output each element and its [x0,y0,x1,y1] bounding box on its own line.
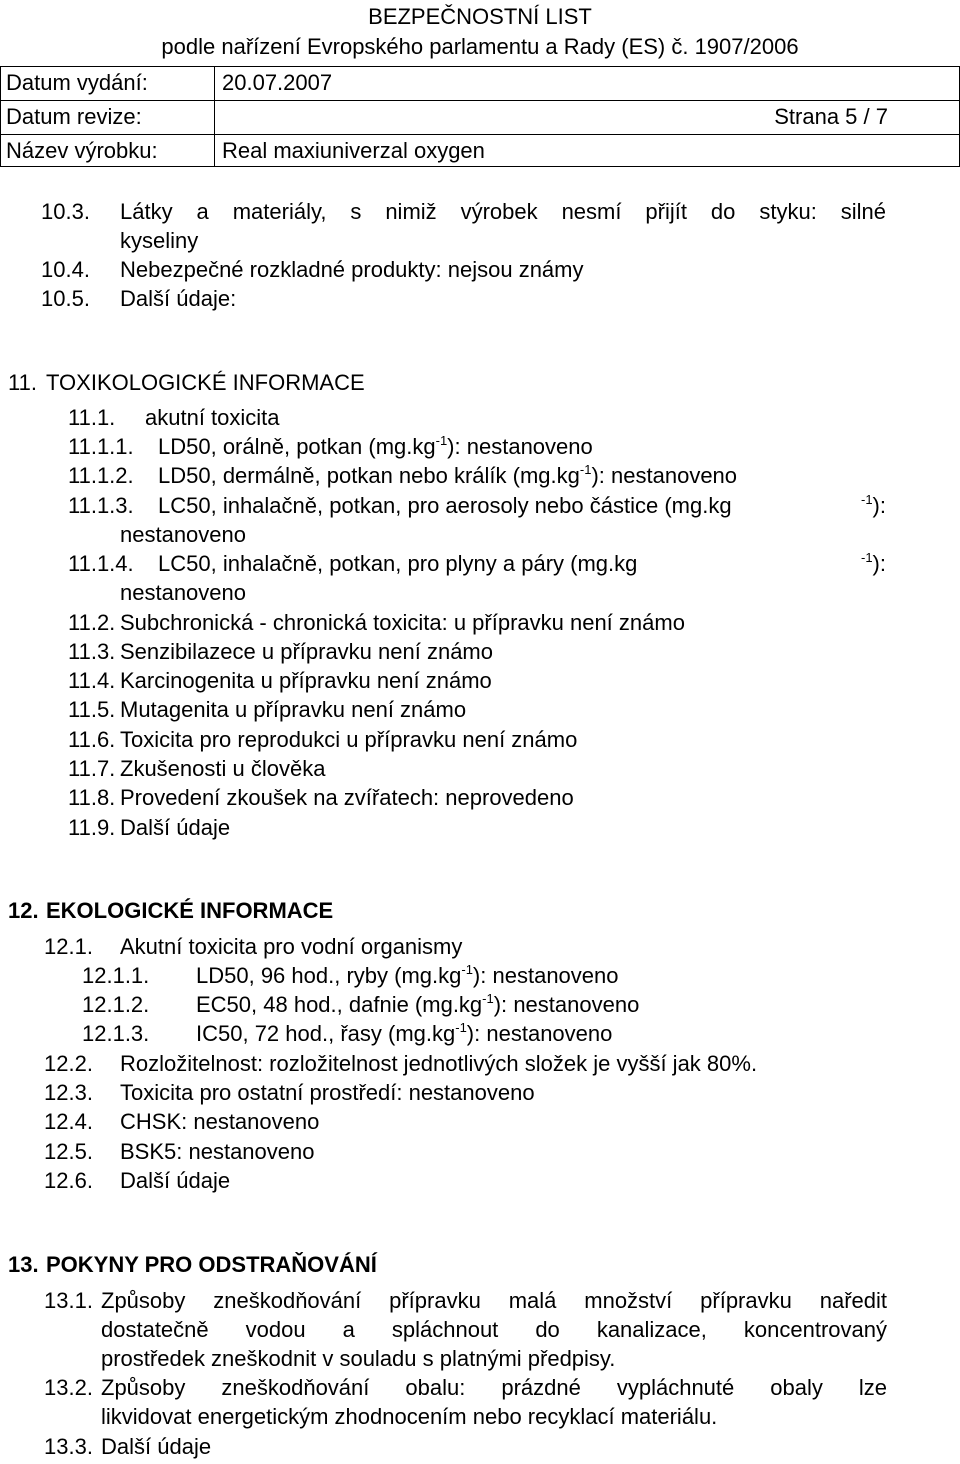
item-text: Provedení zkoušek na zvířatech: neprovedeno [120,785,574,810]
item-text: EC50, 48 hod., dafnie $(mg.kg^{-1})$: nestanoveno [196,991,640,1017]
item-number: 12.4. [44,1109,93,1134]
item-number: 11.4. [68,668,116,693]
item-number: 11.7. [68,756,116,781]
item-text: LD50, 96 hod., ryby $(mg.kg^{-1})$: nestanoveno [196,962,619,988]
item-text: Způsoby zneškodňování obalu: prázdné vypláchnuté obaly lze [101,1375,887,1400]
product-label: Název výrobku: [6,138,158,163]
item-number: 11.3. [68,639,116,664]
item-number: 11.8. [68,785,116,810]
item-text: Karcinogenita u přípravku není známo [120,668,492,693]
item-text: LD50, dermálně, potkan nebo králík $(mg.kg^{-1})$: nestanoveno [158,462,738,488]
item-text: likvidovat energetickým zhodnocením nebo recyklací materiálu. [101,1404,718,1429]
item-text: Rozložitelnost: rozložitelnost jednotlivých složek je vyšší jak 80%. [120,1051,758,1076]
item-number: 11.5. [68,697,116,722]
item-number: 10.4. [41,257,90,282]
item-number: 11.1. [68,405,116,430]
section-heading: POKYNY PRO ODSTRAŇOVÁNÍ [46,1252,377,1277]
item-text: Toxicita pro ostatní prostředí: nestanoveno [120,1080,535,1105]
item-text: Toxicita pro reprodukci u přípravku není známo [120,727,578,752]
item-text: Látky a materiály, s nimiž výrobek nesmí přijít do styku: silné [120,199,886,224]
item-text: Nebezpečné rozkladné produkty: nejsou známy [120,257,584,282]
item-text: Zkušenosti u člověka [120,756,326,781]
item-text: Další údaje: [120,286,237,311]
item-text: BSK5: nestanoveno [120,1139,315,1164]
item-text: IC50, 72 hod., řasy $(mg.kg^{-1})$: nestanoveno [196,1020,613,1046]
header-row-issue [0,66,960,101]
item-text: prostředek zneškodnit v souladu s platnými předpisy. [101,1346,616,1371]
item-number: 12.3. [44,1080,93,1105]
item-text: LC50, inhalačně, potkan, pro plyny a páry (mg.kg $^{-1}$): [158,550,886,576]
item-number: 12.1.1. [82,963,150,988]
item-text: Senzibilazece u přípravku není známo [120,639,493,664]
item-number: 11.6. [68,727,116,752]
item-text: nestanoveno [120,522,246,547]
revision-date-label: Datum revize: [6,104,142,129]
item-text: LC50, inhalačně, potkan, pro aerosoly nebo částice (mg.kg $^{-1}$): [158,492,886,518]
document-subtitle: podle nařízení Evropského parlamentu a Rady (ES) č. 1907/2006 [161,34,799,59]
item-number: 13.3. [44,1434,93,1459]
item-text: dostatečně vodou a spláchnout do kanalizace, koncentrovaný [101,1317,887,1342]
item-number: 11.1.1. [68,434,134,459]
section-number: 11. [8,370,37,395]
section-heading: EKOLOGICKÉ INFORMACE [46,898,334,923]
item-text: Další údaje [120,1168,231,1193]
item-number: 10.5. [41,286,90,311]
product-name: Real maxiuniverzal oxygen [222,138,485,163]
item-number: 11.1.3. [68,493,134,518]
item-text: Další údaje [120,815,231,840]
item-text: kyseliny [120,228,199,253]
document-title: BEZPEČNOSTNÍ LIST [368,4,592,29]
page-number: Strana 5 / 7 [774,104,888,129]
item-number: 11.2. [68,610,116,635]
issue-date-label: Datum vydání: [6,70,148,95]
section-heading: TOXIKOLOGICKÉ INFORMACE [46,370,365,395]
item-number: 12.2. [44,1051,93,1076]
item-text: Způsoby zneškodňování přípravku malá množství přípravku naředit [101,1288,887,1313]
item-number: 12.6. [44,1168,93,1193]
item-number: 11.9. [68,815,116,840]
item-number: 13.1. [44,1288,93,1313]
issue-date-value: 20.07.2007 [222,70,333,95]
item-number: 10.3. [41,199,90,224]
item-text: nestanoveno [120,580,246,605]
item-text: CHSK: nestanoveno [120,1109,320,1134]
item-text: Další údaje [101,1434,212,1459]
item-number: 11.1.2. [68,463,134,488]
item-text: Akutní toxicita pro vodní organismy [120,934,463,959]
item-number: 13.2. [44,1375,93,1400]
header-row-revision [0,100,960,135]
item-text: Subchronická - chronická toxicita: u přípravku není známo [120,610,685,635]
item-text: LD50, orálně, potkan $(mg.kg^{-1})$: nestanoveno [158,433,593,459]
item-text: akutní toxicita [145,405,280,430]
section-number: 12. [8,898,39,923]
header-row-product [0,134,960,168]
item-text: Mutagenita u přípravku není známo [120,697,467,722]
item-number: 12.1.3. [82,1021,150,1046]
item-number: 12.1.2. [82,992,150,1017]
item-number: 11.1.4. [68,551,134,576]
item-number: 12.1. [44,934,93,959]
item-number: 12.5. [44,1139,93,1164]
section-number: 13. [8,1252,39,1277]
